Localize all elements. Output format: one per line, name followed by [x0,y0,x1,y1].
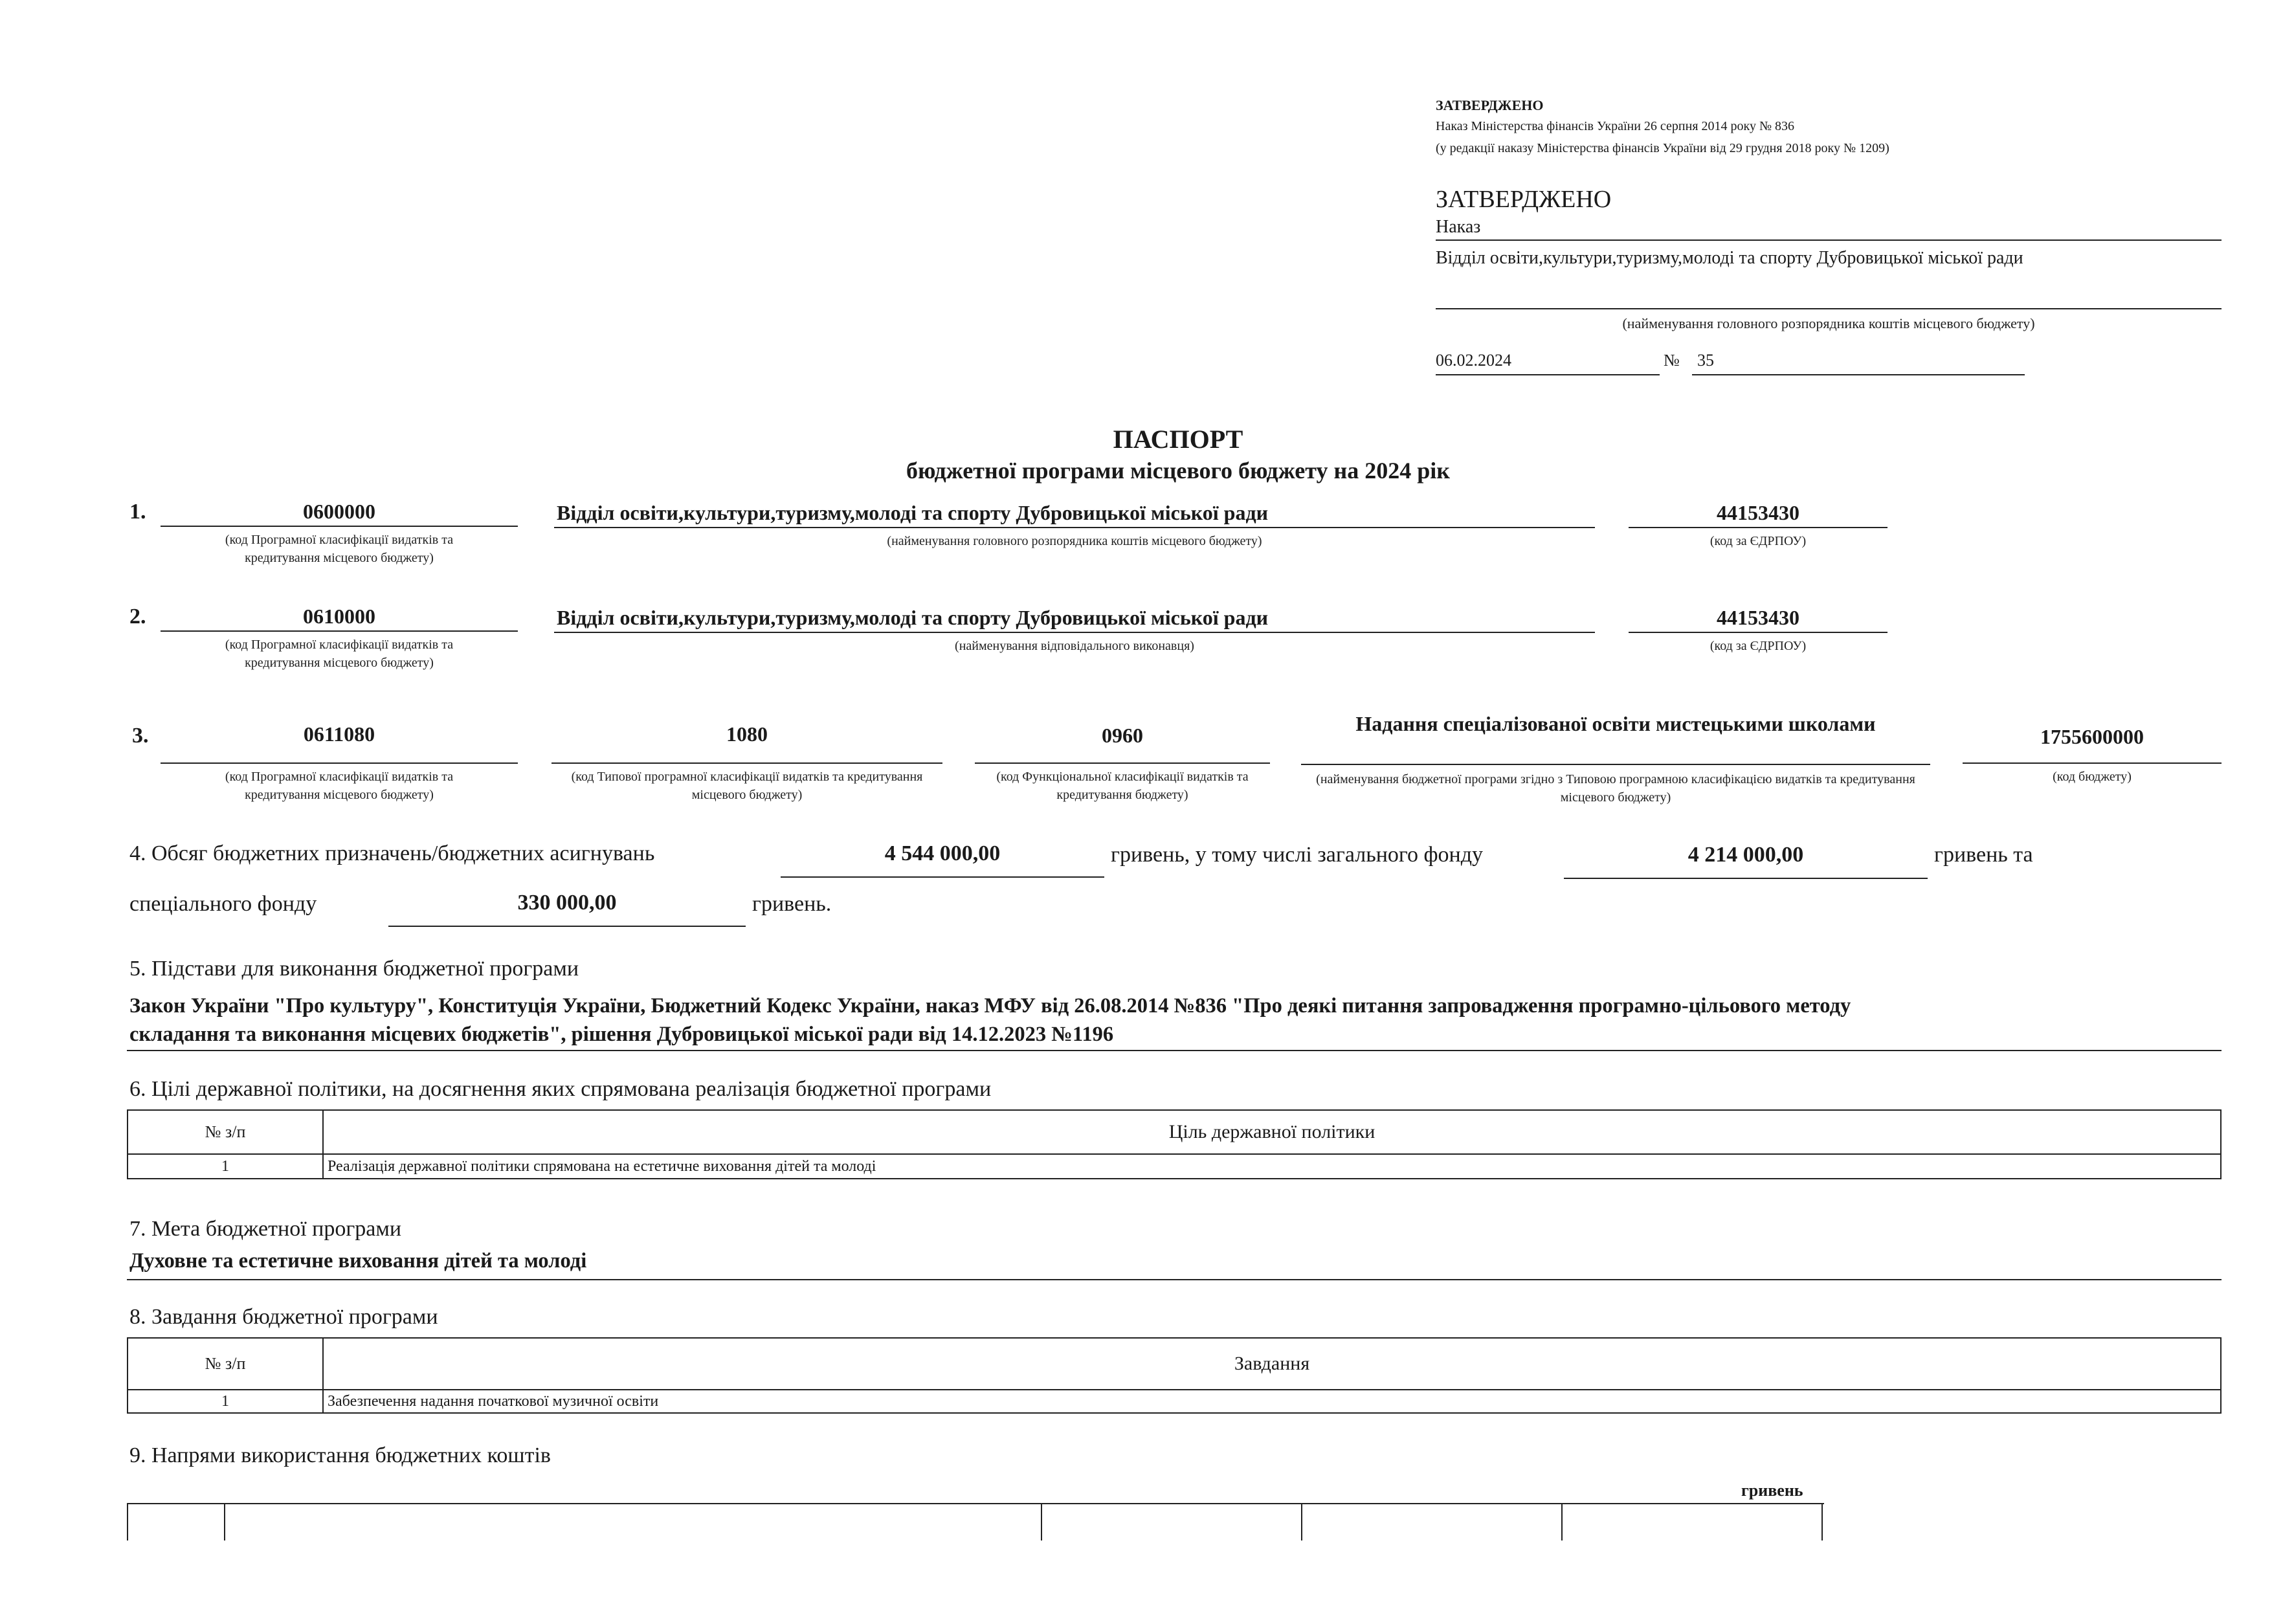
goals-table-header [128,1110,2221,1154]
section2-name-caption: (найменування відповідального виконавця) [955,639,1194,653]
section1-number: 1. [129,500,146,524]
page-title: ПАСПОРТ [1113,425,1243,454]
section4-general: 4 214 000,00 [1687,843,1804,867]
section9-label: 9. Напрями використання бюджетних коштів [129,1443,551,1467]
goals-col-goal: Ціль державної політики [323,1110,2221,1154]
section4-label: 4. Обсяг бюджетних призначень/бюджетних асигнувань [129,841,655,865]
directions-table-top [127,1503,1824,1541]
section6-label: 6. Цілі державної політики, на досягнення яких спрямована реалізація бюджетної програми [129,1077,992,1101]
section3-functional-underline [975,762,1270,764]
section1-edrpou-underline [1629,527,1888,528]
section2-edrpou: 44153430 [1717,606,1799,629]
goals-row-num: 1 [128,1154,323,1179]
section5-text-line2: складання та виконання місцевих бюджетів", рішення Дубровицької міської ради від 14.12.2023 №1196 [129,1023,1114,1046]
directions-col-divider [1561,1504,1563,1541]
section5-label: 5. Підстави для виконання бюджетної програми [129,957,579,981]
directions-col-divider [1301,1504,1302,1541]
tasks-table [127,1337,2222,1414]
table-row [128,1154,2221,1179]
section3-budget-underline [1963,762,2222,764]
tasks-col-num: № з/п [128,1338,323,1390]
section3-budget-code: 1755600000 [2040,725,2144,748]
section2-name-underline [554,632,1595,633]
section1-edrpou-caption: (код за ЄДРПОУ) [1709,534,1807,548]
section2-code: 0610000 [303,605,375,628]
section4-special-underline [388,926,746,927]
directions-col-divider [1821,1504,1823,1541]
section4-special: 330 000,00 [517,891,617,915]
section5-text-line1: Закон України "Про культуру", Конституція України, Бюджетний Кодекс України, наказ МФУ від 26.08.2014 №836 "Про деякі питання запровадження програмно-цільового методу [129,994,1851,1018]
section3-functional-code: 0960 [1102,724,1143,747]
section1-name: Відділ освіти,культури,туризму,молоді та спорту Дубровицької міської ради [557,501,1269,524]
tasks-table-header [128,1338,2221,1390]
approval-order-word: Наказ [1436,217,1481,237]
section4-general-underline [1564,878,1928,879]
section3-number: 3. [132,724,149,748]
approval-department: Відділ освіти,культури,туризму,молоді та спорту Дубровицької міської ради [1436,248,2023,268]
section4-total-underline [781,876,1104,878]
approval-title-small: ЗАТВЕРДЖЕНО [1436,97,1544,113]
approval-date: 06.02.2024 [1436,351,1511,370]
section4-special-label: спеціального фонду [129,892,317,916]
section4-end-text: гривень та [1934,843,2033,867]
approval-edition-line: (у редакції наказу Міністерства фінансів України від 29 грудня 2018 року № 1209) [1436,141,1889,155]
section3-typical-caption: (код Типової програмної класифікації видатків та кредитування місцевого бюджету) [571,770,923,802]
section3-code: 0611080 [303,722,375,746]
section1-name-caption: (найменування головного розпорядника коштів місцевого бюджету) [887,534,1262,548]
section3-code-caption: (код Програмної класифікації видатків та кредитування місцевого бюджету) [225,770,454,802]
section1-code-caption: (код Програмної класифікації видатків та кредитування місцевого бюджету) [225,533,454,565]
approval-number-underline [1692,374,2025,375]
section1-code: 0600000 [303,500,375,523]
approval-order-underline [1436,239,2222,241]
goals-table [127,1109,2222,1179]
section1-name-underline [554,527,1595,528]
section3-typical-code: 1080 [726,722,768,746]
section2-edrpou-underline [1629,632,1888,633]
section2-code-caption: (код Програмної класифікації видатків та кредитування місцевого бюджету) [225,638,454,670]
section2-number: 2. [129,605,146,628]
section3-program-caption: (найменування бюджетної програми згідно з Типовою програмною класифікацією видатків та кредитування місцевого бюджету) [1316,772,1915,805]
section1-edrpou: 44153430 [1717,501,1799,524]
section9-unit: гривень [1741,1481,1803,1500]
approval-number-label: № [1664,351,1680,370]
section2-edrpou-caption: (код за ЄДРПОУ) [1709,639,1807,653]
directions-col-divider [224,1504,225,1541]
section4-mid-text: гривень, у тому числі загального фонду [1111,843,1484,867]
directions-col-divider [1041,1504,1042,1541]
section5-underline [127,1050,2222,1051]
section3-functional-caption: (код Функціональної класифікації видатків та кредитування бюджету) [996,770,1249,802]
section3-code-underline [161,762,518,764]
section4-total: 4 544 000,00 [884,841,1001,865]
section3-typical-underline [551,762,942,764]
approval-department-caption: (найменування головного розпорядника коштів місцевого бюджету) [1622,315,2035,331]
section4-special-end: гривень. [752,892,832,916]
section3-budget-caption: (код бюджету) [2053,770,2132,784]
section3-program-name: Надання спеціалізованої освіти мистецькими школами [1355,712,1876,735]
tasks-row-text: Забезпечення надання початкової музичної освіти [323,1390,2221,1413]
table-row [128,1390,2221,1413]
approval-department-underline [1436,308,2222,309]
goals-row-text: Реалізація державної політики спрямована на естетичне виховання дітей та молоді [323,1154,2221,1179]
page-subtitle: бюджетної програми місцевого бюджету на 2024 рік [906,458,1450,484]
approval-date-underline [1436,374,1660,375]
section7-text: Духовне та естетичне виховання дітей та молоді [129,1249,587,1273]
section8-label: 8. Завдання бюджетної програми [129,1305,438,1329]
section7-underline [127,1279,2222,1280]
section1-code-underline [161,526,518,527]
section2-name: Відділ освіти,культури,туризму,молоді та спорту Дубровицької міської ради [557,606,1269,629]
section2-code-underline [161,630,518,632]
approval-number: 35 [1697,351,1714,370]
tasks-col-task: Завдання [323,1338,2221,1390]
approval-order-line: Наказ Міністерства фінансів України 26 серпня 2014 року № 836 [1436,119,1795,133]
section3-program-underline [1301,764,1930,765]
approval-title-large: ЗАТВЕРДЖЕНО [1436,186,1612,213]
tasks-row-num: 1 [128,1390,323,1413]
section7-label: 7. Мета бюджетної програми [129,1217,402,1241]
goals-col-num: № з/п [128,1110,323,1154]
